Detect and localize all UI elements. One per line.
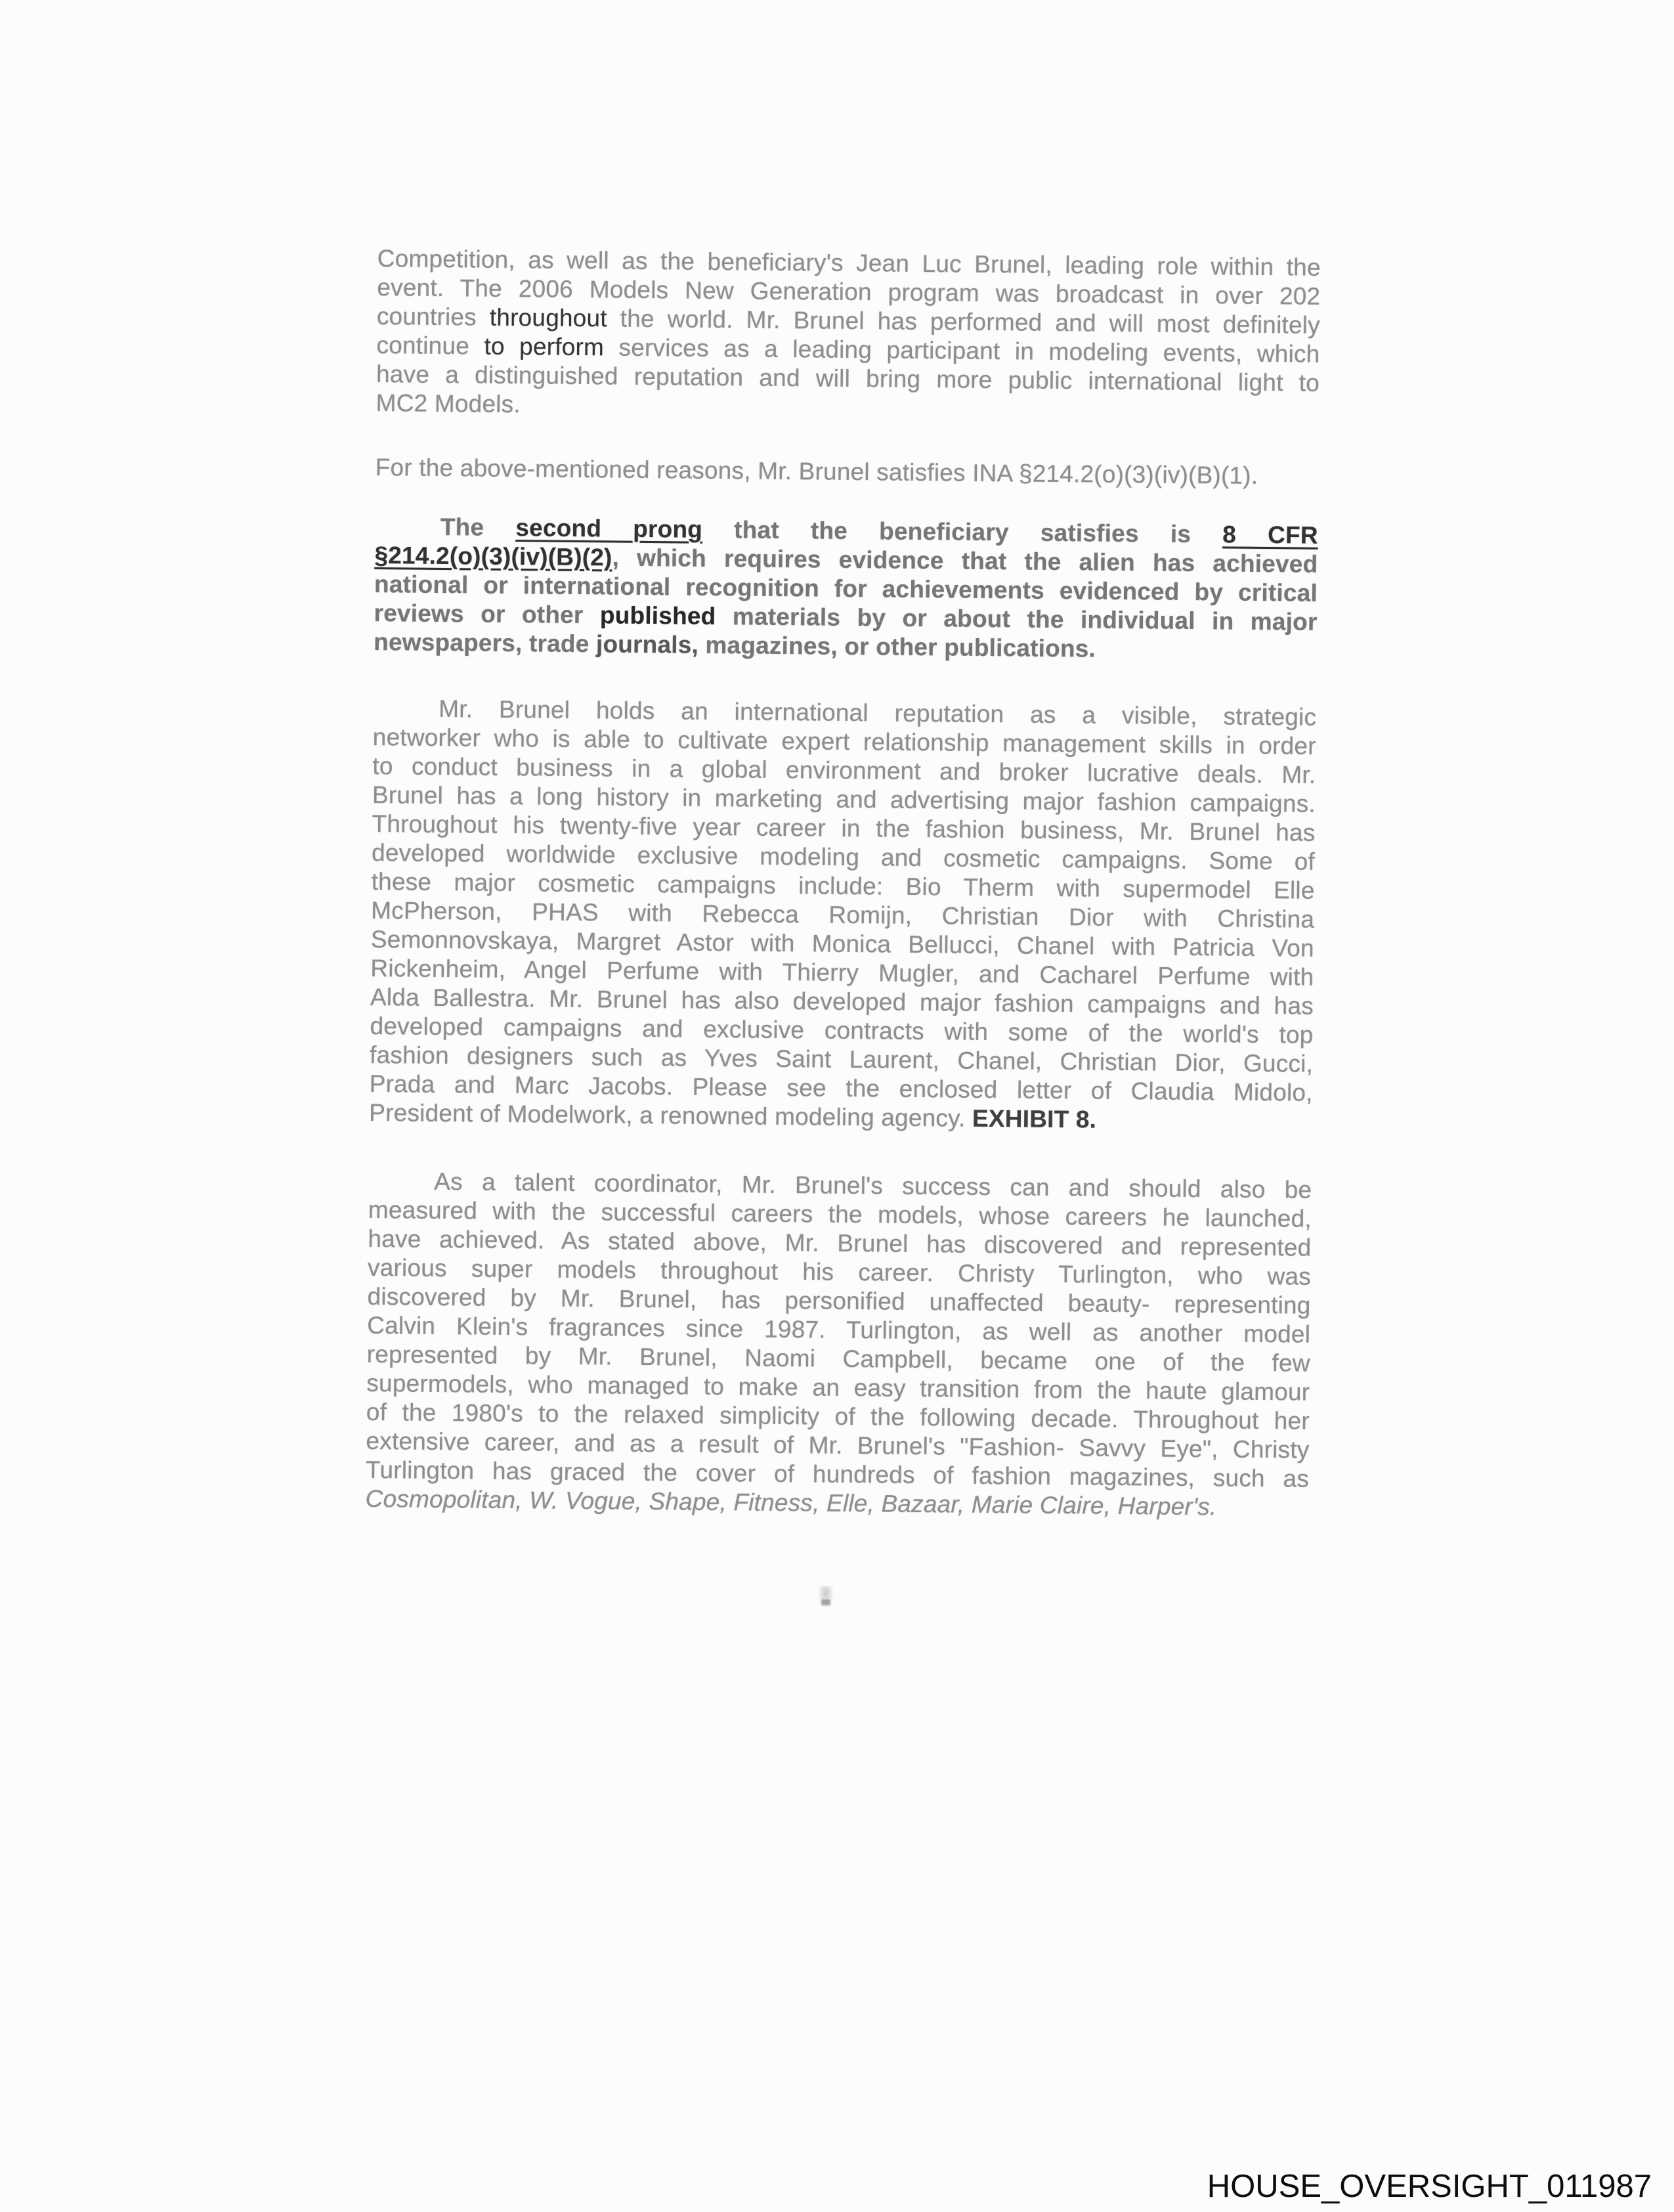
text-segment: The — [440, 513, 516, 542]
text-segment: Rickenheim, Angel Perfume with Thierry Mugler, and Cacharel Perfume with — [370, 954, 1314, 991]
text-segment: networker who is able to cultivate expert relationship management skills in order — [372, 723, 1316, 760]
text-segment: developed campaigns and exclusive contracts with some of the world's top — [370, 1012, 1314, 1049]
text-segment: Semonnovskaya, Margret Astor with Monica Bellucci, Chanel with Patricia Von — [370, 925, 1314, 962]
text-segment-italic: Cosmopolitan, W. Vogue, Shape, Fitness, Elle, Bazaar, Marie Claire, Harper's. — [365, 1485, 1217, 1521]
second-prong-paragraph — [374, 512, 1318, 666]
text-segment: Mr. Brunel holds an international reputation as a visible, strategic — [439, 695, 1317, 731]
text-segment: have a distinguished reputation and will bring more public international light to — [376, 360, 1320, 397]
text-segment: that the beneficiary satisfies is — [702, 515, 1223, 548]
text-segment: reviews or other — [374, 599, 601, 629]
text-segment: As a talent coordinator, Mr. Brunel's success can and should also be — [434, 1167, 1312, 1204]
text-segment: extensive career, and as a result of Mr. Brunel's "Fashion- Savvy Eye", Christy — [366, 1427, 1310, 1464]
text-segment: For the above-mentioned reasons, Mr. Brunel satisfies INA §214.2(o)(3)(iv)(B)(1). — [375, 453, 1258, 489]
text-segment: services as a leading participant in modeling events, which — [603, 334, 1320, 368]
text-segment: various super models throughout his career. Christy Turlington, who was — [367, 1253, 1312, 1290]
text-segment: Prada and Marc Jacobs. Please see the enclosed letter of Claudia Midolo, — [369, 1070, 1313, 1106]
text-segment: Alda Ballestra. Mr. Brunel has also developed major fashion campaigns and has — [370, 983, 1314, 1020]
text-segment: , which requires evidence that the alien has achieved — [612, 544, 1318, 578]
text-segment: Turlington has graced the cover of hundreds of fashion magazines, such as — [365, 1456, 1310, 1492]
text-segment-mdark: journals, — [595, 630, 699, 659]
text-segment-dark: to perform — [484, 332, 605, 361]
text-segment: Brunel has a long history in marketing and advertising major fashion campaigns. — [372, 781, 1316, 817]
ina-conclusion-line — [376, 453, 1319, 491]
text-segment-cite: second prong — [515, 514, 703, 543]
text-segment-dark: throughout — [489, 303, 607, 332]
text-segment: materials by or about the individual in major — [716, 602, 1318, 636]
text-segment: President of Modelwork, a renowned modeling agency. — [369, 1098, 973, 1132]
document-body — [365, 244, 1320, 1523]
reputation-paragraph — [369, 694, 1316, 1137]
text-segment: countries — [376, 302, 490, 331]
text-line — [376, 453, 1319, 491]
text-segment-xdark: published — [599, 601, 716, 630]
page-number-smudge — [819, 1586, 833, 1607]
bates-stamp: HOUSE_OVERSIGHT_011987 — [1207, 2169, 1652, 2204]
text-segment: supermodels, who managed to make an easy transition from the haute glamour — [366, 1369, 1310, 1406]
text-segment: these major cosmetic campaigns include: Bio Therm with supermodel Elle — [371, 867, 1315, 904]
text-segment: the world. Mr. Brunel has performed and will most definitely — [607, 305, 1321, 339]
text-segment: magazines, or other publications. — [698, 631, 1096, 662]
text-segment: McPherson, PHAS with Rebecca Romijn, Christian Dior with Christina — [371, 896, 1315, 933]
text-segment: to conduct business in a global environment and broker lucrative deals. Mr. — [372, 752, 1316, 789]
text-segment: Competition, as well as the beneficiary's Jean Luc Brunel, leading role within the — [377, 244, 1321, 281]
opening-paragraph — [376, 244, 1320, 427]
text-segment: MC2 Models. — [376, 389, 521, 418]
text-segment-cite: §214.2(o)(3)(iv)(B)(2) — [374, 541, 612, 571]
text-segment: of the 1980's to the relaxed simplicity of the following decade. Throughout her — [366, 1398, 1310, 1435]
text-segment: discovered by Mr. Brunel, has personified unaffected beauty- representing — [367, 1282, 1311, 1319]
text-segment-cite: 8 CFR — [1222, 521, 1318, 549]
text-segment: fashion designers such as Yves Saint Laurent, Chanel, Christian Dior, Gucci, — [369, 1041, 1314, 1077]
text-segment: measured with the successful careers the models, whose careers he launched, — [368, 1196, 1312, 1232]
text-segment: national or international recognition for achievements evidenced by critical — [374, 570, 1318, 607]
text-segment: newspapers, trade — [373, 628, 597, 658]
text-segment: developed worldwide exclusive modeling and cosmetic campaigns. Some of — [371, 838, 1316, 875]
text-segment: have achieved. As stated above, Mr. Brunel has discovered and represented — [368, 1225, 1312, 1261]
talent-coordinator-paragraph — [365, 1167, 1312, 1523]
text-segment: event. The 2006 Models New Generation program was broadcast in over 202 — [377, 273, 1321, 310]
text-segment: Calvin Klein's fragrances since 1987. Turlington, as well as another model — [366, 1311, 1311, 1348]
text-segment-exhibit: EXHIBIT 8. — [972, 1104, 1097, 1133]
text-segment: represented by Mr. Brunel, Naomi Campbell, became one of the few — [366, 1340, 1310, 1377]
text-segment: continue — [376, 331, 484, 360]
text-segment: Throughout his twenty-five year career in the fashion business, Mr. Brunel has — [372, 810, 1316, 846]
